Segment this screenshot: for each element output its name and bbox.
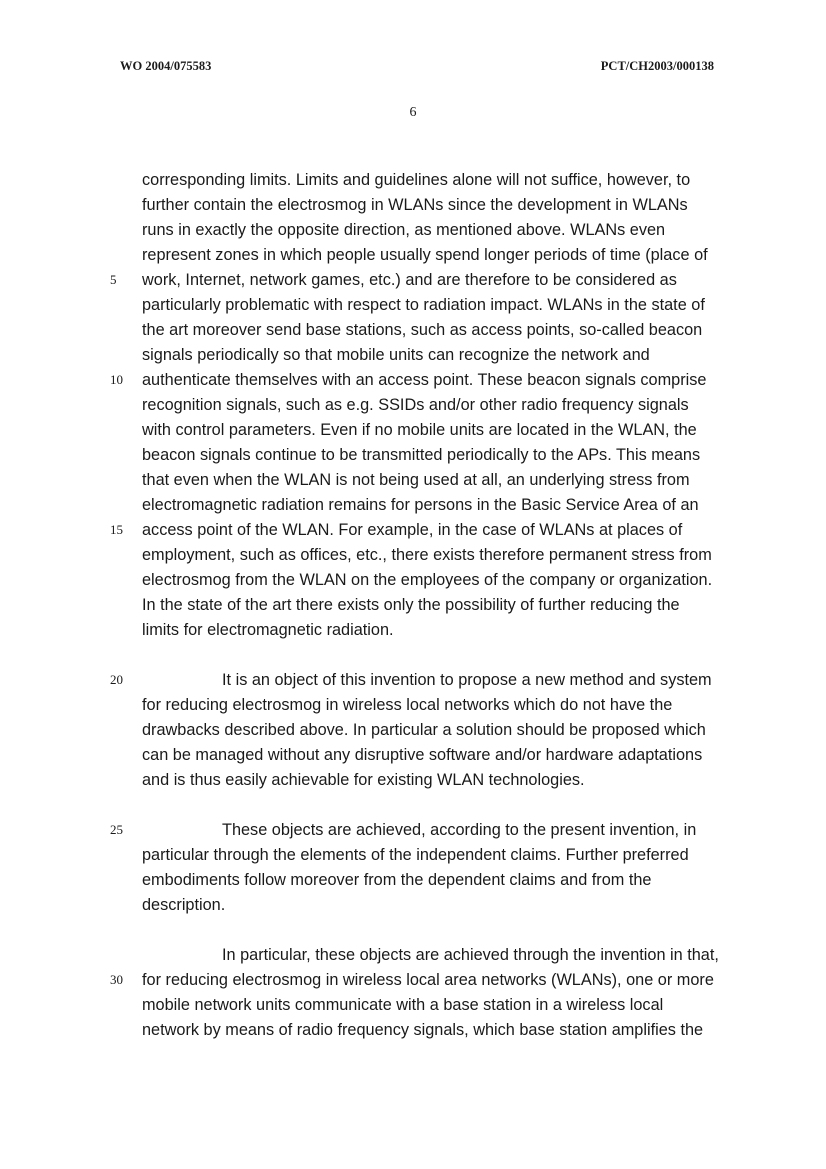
text-line: that even when the WLAN is not being used at all, an underlying stress from [142,471,690,489]
text-line: work, Internet, network games, etc.) and are therefore to be considered as [142,271,677,289]
text-line: for reducing electrosmog in wireless local networks which do not have the [142,696,673,714]
text-line: These objects are achieved, according to the present invention, in [222,821,697,839]
text-line: electrosmog from the WLAN on the employees of the company or organization. [142,571,713,589]
text-line: electromagnetic radiation remains for persons in the Basic Service Area of an [142,496,699,514]
text-line: and is thus easily achievable for existing WLAN technologies. [142,771,585,789]
text-line: mobile network units communicate with a base station in a wireless local [142,996,664,1014]
text-line: with control parameters. Even if no mobile units are located in the WLAN, the [142,421,697,439]
text-line: signals periodically so that mobile units can recognize the network and [142,346,650,364]
line-number: 30 [110,972,123,987]
text-line: the art moreover send base stations, such as access points, so-called beacon [142,321,703,339]
publication-number: WO 2004/075583 [120,59,212,73]
line-number: 5 [110,272,117,287]
text-line: particular through the elements of the independent claims. Further preferred [142,846,689,864]
text-line: represent zones in which people usually spend longer periods of time (place of [142,246,708,264]
text-line: embodiments follow moreover from the dependent claims and from the [142,871,652,889]
line-number: 10 [110,372,123,387]
text-line: further contain the electrosmog in WLANs since the development in WLANs [142,196,688,214]
text-line: corresponding limits. Limits and guidelines alone will not suffice, however, to [142,171,691,189]
text-line: recognition signals, such as e.g. SSIDs and/or other radio frequency signals [142,396,689,414]
text-line: In particular, these objects are achieved through the invention in that, [222,946,719,964]
text-line: can be managed without any disruptive software and/or hardware adaptations [142,746,703,764]
text-line: runs in exactly the opposite direction, as mentioned above. WLANs even [142,221,666,239]
text-line: limits for electromagnetic radiation. [142,621,394,639]
text-line: network by means of radio frequency signals, which base station amplifies the [142,1021,704,1039]
line-number: 15 [110,522,123,537]
line-number: 25 [110,822,123,837]
text-line: It is an object of this invention to propose a new method and system [222,671,712,689]
text-line: access point of the WLAN. For example, in the case of WLANs at places of [142,521,683,539]
page-number: 6 [409,105,417,120]
application-number: PCT/CH2003/000138 [600,59,714,73]
text-line: description. [142,896,226,914]
text-line: beacon signals continue to be transmitted periodically to the APs. This means [142,446,701,464]
text-line: for reducing electrosmog in wireless local area networks (WLANs), one or more [142,971,714,989]
line-number: 20 [110,672,123,687]
text-line: authenticate themselves with an access point. These beacon signals comprise [142,371,707,389]
text-line: employment, such as offices, etc., there exists therefore permanent stress from [142,546,712,564]
text-line: drawbacks described above. In particular a solution should be proposed which [142,721,706,739]
text-line: particularly problematic with respect to radiation impact. WLANs in the state of [142,296,705,314]
text-line: In the state of the art there exists only the possibility of further reducing the [142,596,680,614]
